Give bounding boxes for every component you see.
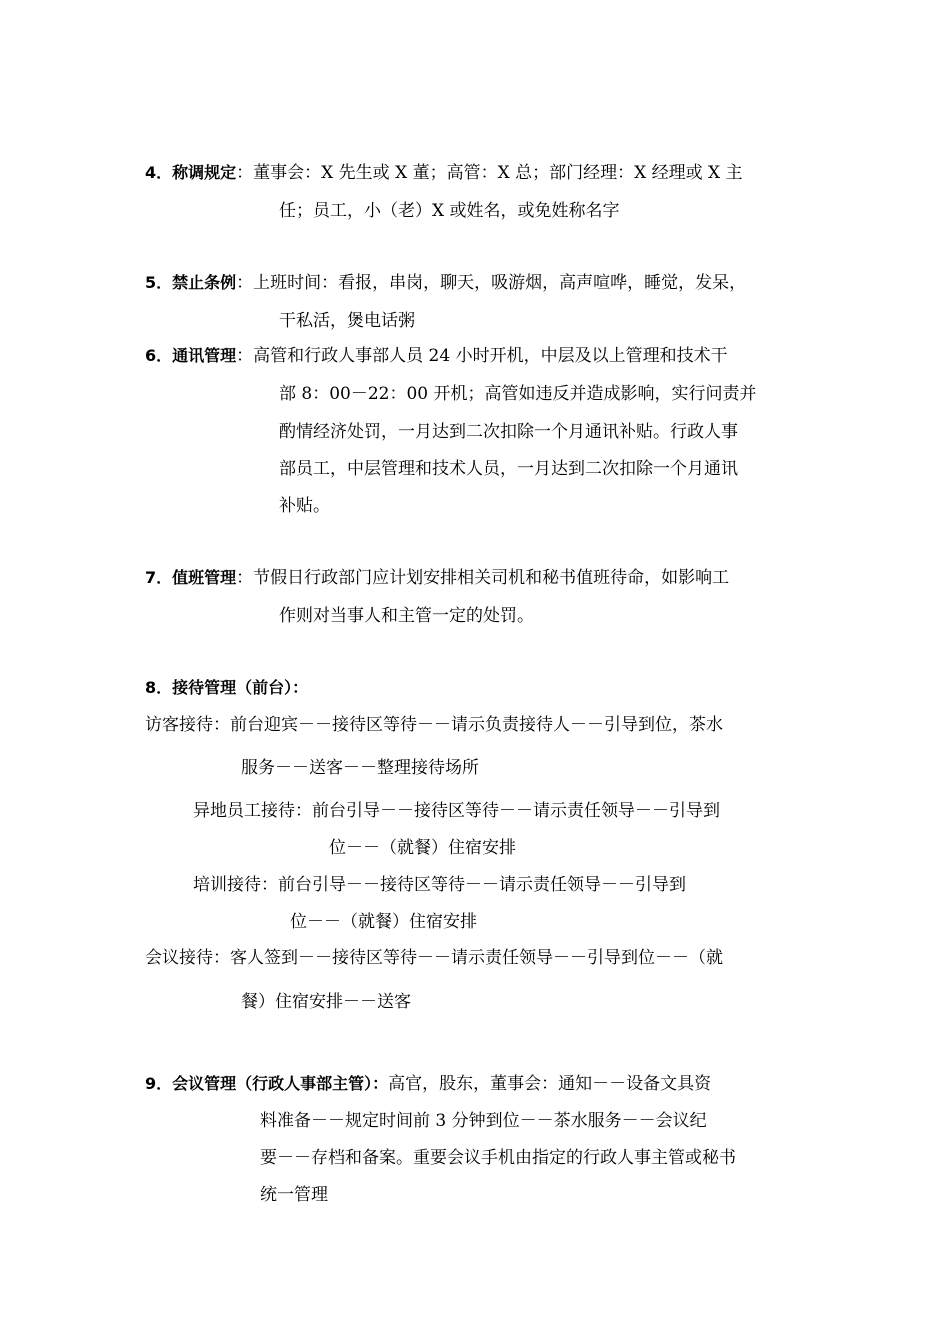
visitor-reception-line-1: 访客接待：前台迎宾－－接待区等待－－请示负责接待人－－引导到位，茶水 — [145, 715, 723, 735]
section-5-line-2: 干私活，煲电话粥 — [279, 311, 415, 331]
meeting-reception-line-2: 餐）住宿安排－－送客 — [241, 992, 411, 1012]
section-7-heading-line — [145, 566, 729, 590]
section-6-title: 通讯管理 — [172, 346, 237, 365]
section-6-colon: ： — [236, 346, 254, 366]
section-7-number: 7． — [145, 568, 173, 587]
section-8-title: 接待管理（前台）： — [172, 678, 309, 697]
section-6-line-5: 补贴。 — [279, 496, 330, 516]
section-9-line-1: 高官，股东，董事会：通知－－设备文具资 — [388, 1074, 712, 1094]
section-4-heading-line — [145, 161, 743, 185]
section-6-heading-line — [145, 344, 728, 368]
section-9-number: 9． — [145, 1074, 173, 1093]
meeting-reception-line-1: 会议接待：客人签到－－接待区等待－－请示责任领导－－引导到位－－（就 — [145, 948, 723, 968]
section-7-line-1: 节假日行政部门应计划安排相关司机和秘书值班待命，如影响工 — [253, 568, 730, 588]
section-5-heading-line — [145, 271, 746, 295]
section-9-title: 会议管理（行政人事部主管）： — [172, 1074, 389, 1093]
section-9-line-4: 统一管理 — [260, 1185, 328, 1205]
visitor-reception-line-2: 服务－－送客－－整理接待场所 — [241, 758, 479, 778]
training-reception-line-1: 培训接待：前台引导－－接待区等待－－请示责任领导－－引导到 — [193, 875, 686, 895]
section-9-line-2: 料准备－－规定时间前 3 分钟到位－－茶水服务－－会议纪 — [260, 1111, 707, 1131]
section-6-number: 6． — [145, 346, 173, 365]
section-9-line-3: 要－－存档和备案。重要会议手机由指定的行政人事主管或秘书 — [260, 1148, 736, 1168]
section-8-number: 8． — [145, 678, 173, 697]
section-4-line-1: 董事会：X 先生或 X 董；高管：X 总；部门经理：X 经理或 X 主 — [253, 163, 743, 183]
section-4-number: 4． — [145, 163, 173, 182]
training-reception-line-2: 位－－（就餐）住宿安排 — [290, 912, 477, 932]
section-9-heading-line — [145, 1072, 711, 1096]
section-5-colon: ： — [236, 273, 254, 293]
section-5-line-1: 上班时间：看报，串岗，聊天，吸游烟，高声喧哗，睡觉，发呆， — [253, 273, 747, 293]
section-6-line-4: 部员工，中层管理和技术人员，一月达到二次扣除一个月通讯 — [279, 459, 738, 479]
section-7-line-2: 作则对当事人和主管一定的处罚。 — [279, 606, 534, 626]
section-7-title: 值班管理 — [172, 568, 237, 587]
section-6-line-1: 高管和行政人事部人员 24 小时开机，中层及以上管理和技术干 — [253, 346, 728, 366]
section-5-title: 禁止条例 — [172, 273, 237, 292]
section-8-heading-line — [145, 676, 308, 700]
remote-staff-reception-line-2: 位－－（就餐）住宿安排 — [329, 838, 516, 858]
remote-staff-reception-line-1: 异地员工接待：前台引导－－接待区等待－－请示责任领导－－引导到 — [193, 801, 720, 821]
section-5-number: 5． — [145, 273, 173, 292]
section-4-title: 称调规定 — [172, 163, 237, 182]
section-6-line-2: 部 8：00－22：00 开机；高管如违反并造成影响，实行问责并 — [279, 384, 757, 404]
section-6-line-3: 酌情经济处罚，一月达到二次扣除一个月通讯补贴。行政人事 — [279, 422, 738, 442]
section-4-line-2: 任；员工，小（老）X 或姓名，或免姓称名字 — [279, 201, 620, 221]
section-4-colon: ： — [236, 163, 254, 183]
section-7-colon: ： — [236, 568, 254, 588]
